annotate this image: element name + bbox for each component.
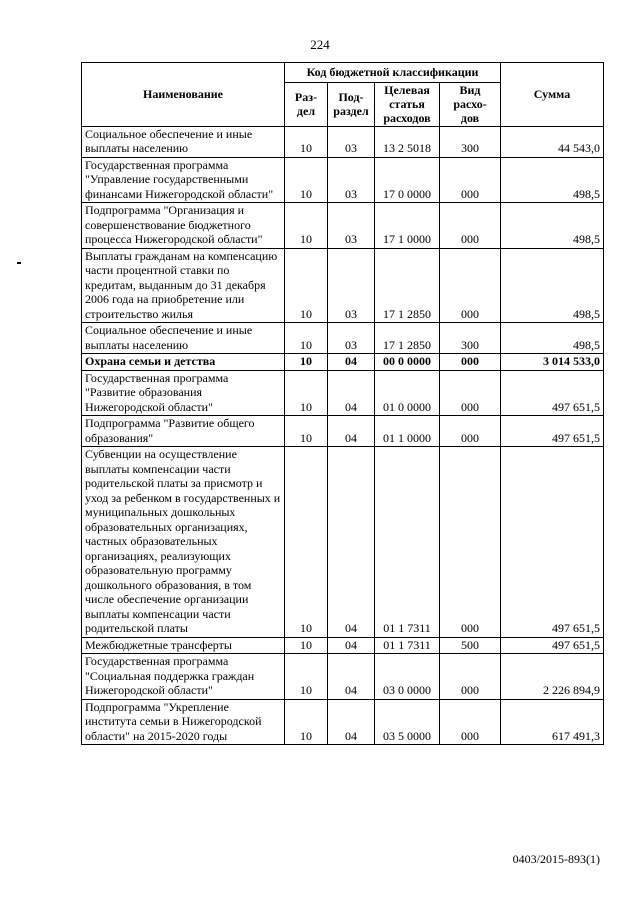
- cell-section: 10: [285, 699, 328, 745]
- table-row: [82, 323, 604, 354]
- table-row: [82, 654, 604, 700]
- cell-subsection: 04: [328, 654, 375, 700]
- cell-name: Подпрограмма "Организация и совершенствование бюджетного процесса Нижегородской области": [82, 203, 285, 249]
- cell-subsection: 04: [328, 354, 375, 371]
- cell-sum: 498,5: [501, 323, 604, 354]
- margin-mark: [17, 262, 21, 264]
- cell-type: 000: [440, 699, 501, 745]
- cell-subsection: 03: [328, 157, 375, 203]
- cell-sum: 3 014 533,0: [501, 354, 604, 371]
- document-code: 0403/2015-893(1): [512, 852, 600, 866]
- table-header: [82, 63, 604, 127]
- cell-section: 10: [285, 416, 328, 447]
- header-name: Наименование: [82, 63, 285, 127]
- table-row: [82, 637, 604, 654]
- cell-type: 000: [440, 416, 501, 447]
- cell-section: 10: [285, 248, 328, 323]
- cell-subsection: 03: [328, 323, 375, 354]
- cell-target: 17 1 2850: [375, 323, 440, 354]
- cell-section: 10: [285, 323, 328, 354]
- cell-target: 00 0 0000: [375, 354, 440, 371]
- cell-name: Государственная программа "Социальная поддержка граждан Нижегородской области": [82, 654, 285, 700]
- cell-type: 500: [440, 637, 501, 654]
- budget-table: [81, 62, 604, 745]
- cell-type: 000: [440, 447, 501, 638]
- cell-name: Государственная программа "Управление государственными финансами Нижегородской области": [82, 157, 285, 203]
- cell-subsection: 03: [328, 203, 375, 249]
- header-classification: Код бюджетной классификации: [285, 63, 501, 83]
- cell-target: 01 1 0000: [375, 416, 440, 447]
- cell-type: 300: [440, 323, 501, 354]
- cell-sum: 617 491,3: [501, 699, 604, 745]
- cell-name: Подпрограмма "Укрепление института семьи в Нижегородской области" на 2015-2020 годы: [82, 699, 285, 745]
- cell-target: 17 1 2850: [375, 248, 440, 323]
- cell-subsection: 03: [328, 126, 375, 157]
- table-row: [82, 416, 604, 447]
- page-number: 224: [310, 37, 330, 52]
- cell-name: Подпрограмма "Развитие общего образования": [82, 416, 285, 447]
- table-body: [82, 126, 604, 745]
- cell-section: 10: [285, 157, 328, 203]
- header-target: Целевая статья расходов: [375, 82, 440, 126]
- cell-target: 17 0 0000: [375, 157, 440, 203]
- cell-type: 000: [440, 654, 501, 700]
- cell-name: Социальное обеспечение и иные выплаты населению: [82, 323, 285, 354]
- table-row: [82, 157, 604, 203]
- cell-section: 10: [285, 203, 328, 249]
- cell-sum: 498,5: [501, 203, 604, 249]
- cell-sum: 2 226 894,9: [501, 654, 604, 700]
- cell-type: 300: [440, 126, 501, 157]
- cell-sum: 497 651,5: [501, 370, 604, 416]
- cell-subsection: 04: [328, 370, 375, 416]
- header-subsection: Под- раздел: [328, 82, 375, 126]
- cell-sum: 497 651,5: [501, 447, 604, 638]
- cell-sum: 498,5: [501, 248, 604, 323]
- cell-subsection: 04: [328, 447, 375, 638]
- cell-name: Государственная программа "Развитие образования Нижегородской области": [82, 370, 285, 416]
- table-row-section: [82, 354, 604, 371]
- cell-target: 03 0 0000: [375, 654, 440, 700]
- cell-section: 10: [285, 654, 328, 700]
- cell-section: 10: [285, 370, 328, 416]
- cell-sum: 497 651,5: [501, 416, 604, 447]
- cell-target: 17 1 0000: [375, 203, 440, 249]
- cell-name: Выплаты гражданам на компенсацию части процентной ставки по кредитам, выданным до 31 декабря 2006 года на приобретение или строительство жилья: [82, 248, 285, 323]
- table-row: [82, 447, 604, 638]
- cell-name: Социальное обеспечение и иные выплаты населению: [82, 126, 285, 157]
- cell-target: 13 2 5018: [375, 126, 440, 157]
- cell-subsection: 04: [328, 699, 375, 745]
- cell-sum: 497 651,5: [501, 637, 604, 654]
- cell-type: 000: [440, 370, 501, 416]
- cell-target: 01 0 0000: [375, 370, 440, 416]
- cell-section: 10: [285, 354, 328, 371]
- cell-subsection: 04: [328, 637, 375, 654]
- cell-section: 10: [285, 126, 328, 157]
- cell-sum: 498,5: [501, 157, 604, 203]
- cell-type: 000: [440, 354, 501, 371]
- cell-sum: 44 543,0: [501, 126, 604, 157]
- cell-target: 03 5 0000: [375, 699, 440, 745]
- cell-target: 01 1 7311: [375, 637, 440, 654]
- header-sum: Сумма: [501, 63, 604, 127]
- table-row: [82, 370, 604, 416]
- cell-subsection: 04: [328, 416, 375, 447]
- table-row: [82, 126, 604, 157]
- header-type: Вид расхо- дов: [440, 82, 501, 126]
- header-section: Раз- дел: [285, 82, 328, 126]
- cell-name: Межбюджетные трансферты: [82, 637, 285, 654]
- cell-section: 10: [285, 447, 328, 638]
- cell-name: Субвенции на осуществление выплаты компенсации части родительской платы за присмотр и уход за ребенком в государственных и муниципальных дошкольных образовательных организациях, частных образовательных организациях, реализующих образовательную программу дошкольного образования, в том числе обеспечение организации выплаты компенсации части родительской платы: [82, 447, 285, 638]
- table-row: [82, 203, 604, 249]
- cell-type: 000: [440, 157, 501, 203]
- table-row: [82, 248, 604, 323]
- cell-type: 000: [440, 203, 501, 249]
- cell-subsection: 03: [328, 248, 375, 323]
- table-row: [82, 699, 604, 745]
- cell-section: 10: [285, 637, 328, 654]
- cell-name: Охрана семьи и детства: [82, 354, 285, 371]
- cell-target: 01 1 7311: [375, 447, 440, 638]
- cell-type: 000: [440, 248, 501, 323]
